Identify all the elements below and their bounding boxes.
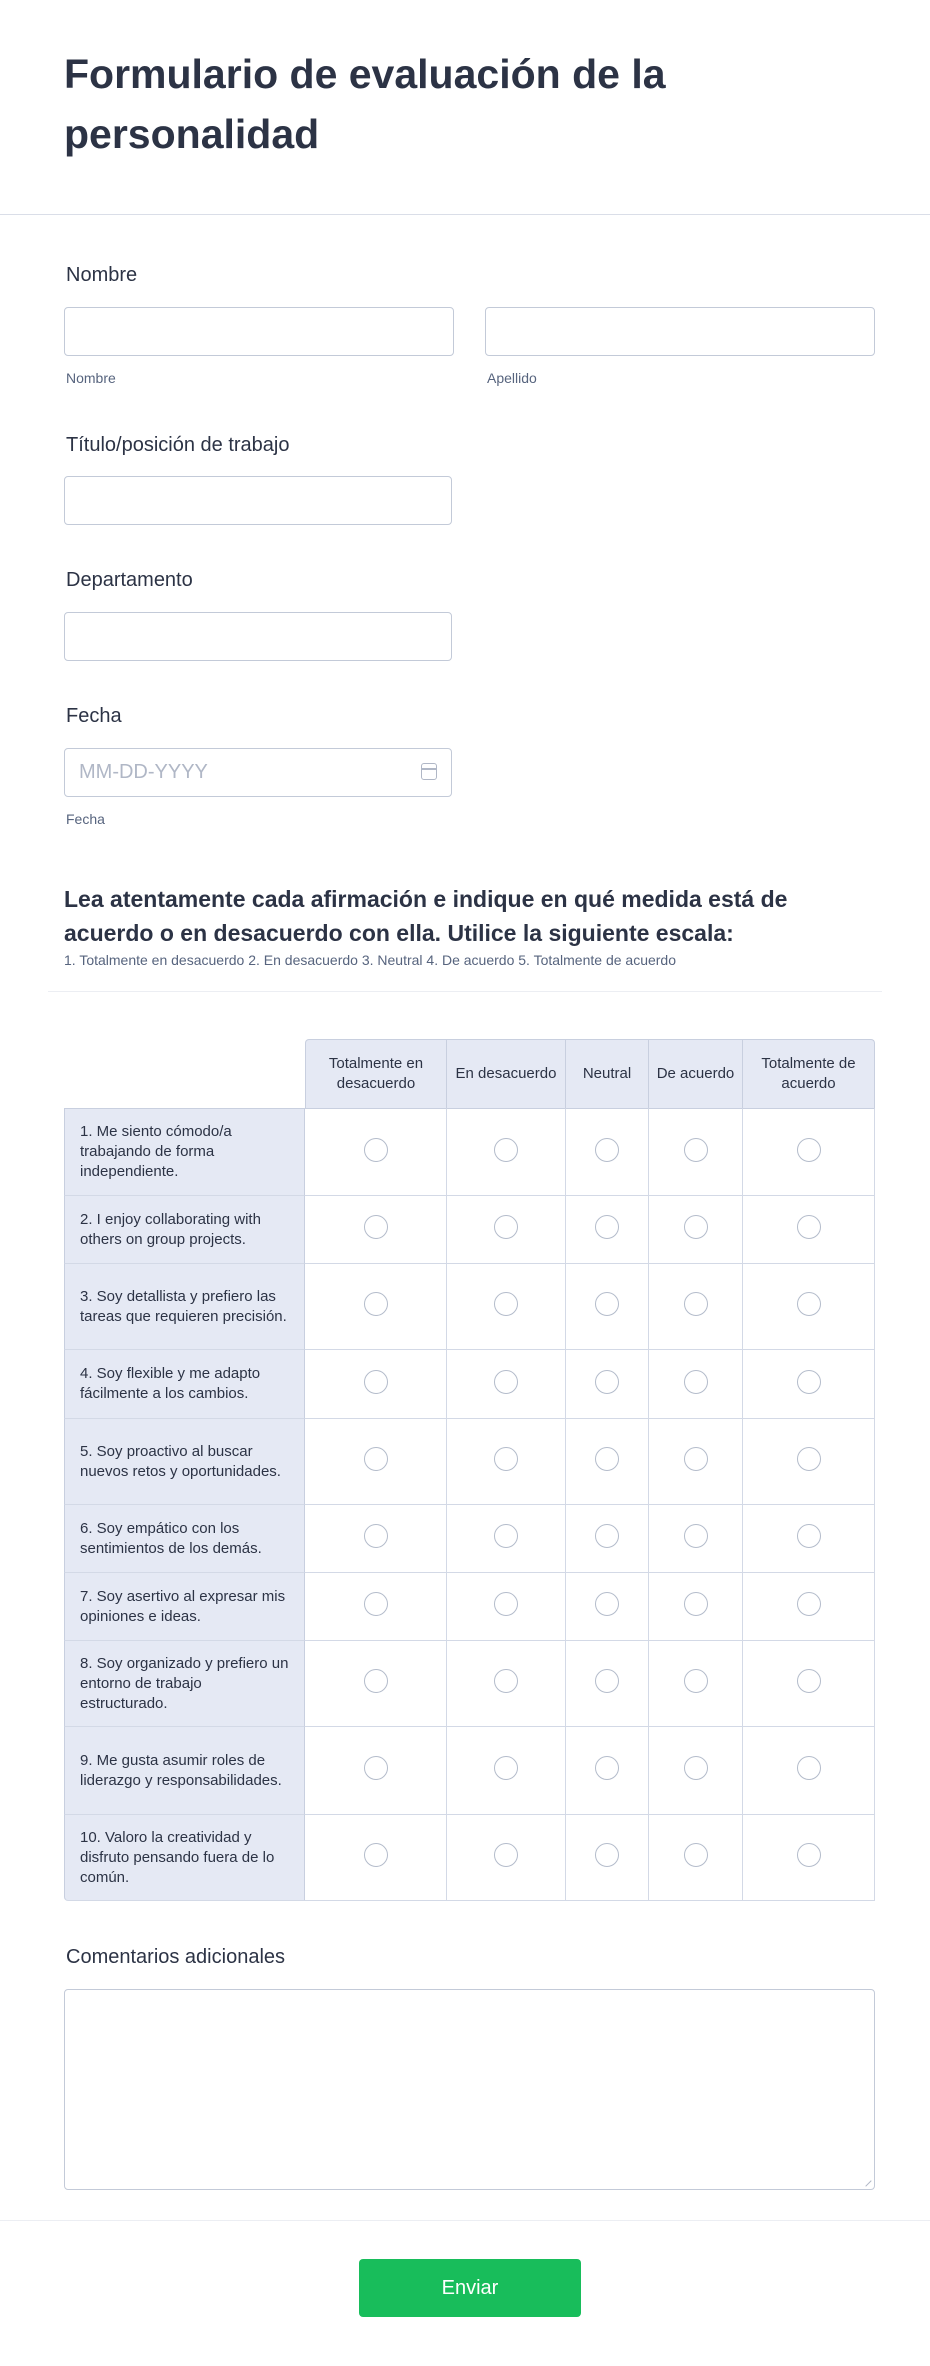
radio-button[interactable] <box>797 1592 821 1616</box>
matrix-cell <box>447 1196 566 1264</box>
radio-button[interactable] <box>797 1370 821 1394</box>
comments-label: Comentarios adicionales <box>66 1946 286 1968</box>
job-title-label: Título/posición de trabajo <box>66 434 290 456</box>
matrix-cell <box>649 1350 743 1419</box>
radio-button[interactable] <box>797 1843 821 1867</box>
radio-button[interactable] <box>364 1138 388 1162</box>
matrix-cell <box>447 1505 566 1573</box>
radio-button[interactable] <box>595 1756 619 1780</box>
radio-button[interactable] <box>595 1447 619 1471</box>
radio-button[interactable] <box>494 1592 518 1616</box>
radio-button[interactable] <box>364 1370 388 1394</box>
matrix-cell <box>305 1419 447 1505</box>
name-label: Nombre <box>66 264 138 286</box>
header-divider <box>0 214 930 215</box>
radio-button[interactable] <box>684 1592 708 1616</box>
matrix-row <box>64 1641 875 1727</box>
radio-button[interactable] <box>494 1524 518 1548</box>
statement-label: 6. Soy empático con los sentimientos de los demás. <box>64 1505 305 1573</box>
radio-button[interactable] <box>494 1447 518 1471</box>
radio-button[interactable] <box>494 1370 518 1394</box>
matrix-row <box>64 1196 875 1264</box>
page-title: Formulario de evaluación de la personalidad <box>64 51 666 157</box>
matrix-cell <box>566 1350 649 1419</box>
job-title-input[interactable] <box>64 476 452 525</box>
matrix-cell <box>649 1815 743 1901</box>
radio-button[interactable] <box>364 1292 388 1316</box>
radio-button[interactable] <box>684 1292 708 1316</box>
statement-label: 3. Soy detallista y prefiero las tareas que requieren precisión. <box>64 1264 305 1350</box>
matrix-corner <box>64 1039 305 1108</box>
matrix-row <box>64 1264 875 1350</box>
radio-button[interactable] <box>364 1756 388 1780</box>
statement-label: 7. Soy asertivo al expresar mis opiniones e ideas. <box>64 1573 305 1641</box>
matrix-row <box>64 1573 875 1641</box>
radio-button[interactable] <box>364 1669 388 1693</box>
matrix-cell <box>447 1641 566 1727</box>
column-header: De acuerdo <box>649 1039 743 1108</box>
rating-matrix <box>64 1039 875 1901</box>
matrix-row <box>64 1108 875 1196</box>
radio-button[interactable] <box>684 1447 708 1471</box>
radio-button[interactable] <box>595 1370 619 1394</box>
matrix-cell <box>649 1196 743 1264</box>
radio-button[interactable] <box>595 1669 619 1693</box>
matrix-cell <box>305 1264 447 1350</box>
matrix-cell <box>566 1196 649 1264</box>
radio-button[interactable] <box>797 1756 821 1780</box>
radio-button[interactable] <box>494 1669 518 1693</box>
matrix-cell <box>447 1264 566 1350</box>
radio-button[interactable] <box>684 1524 708 1548</box>
resize-handle-icon[interactable] <box>860 2175 871 2186</box>
radio-button[interactable] <box>494 1843 518 1867</box>
matrix-cell <box>743 1264 875 1350</box>
comments-textarea[interactable] <box>64 1989 875 2190</box>
statement-label: 5. Soy proactivo al buscar nuevos retos y oportunidades. <box>64 1419 305 1505</box>
matrix-cell <box>447 1108 566 1196</box>
radio-button[interactable] <box>364 1215 388 1239</box>
matrix-cell <box>743 1196 875 1264</box>
matrix-cell <box>649 1419 743 1505</box>
radio-button[interactable] <box>494 1215 518 1239</box>
radio-button[interactable] <box>595 1592 619 1616</box>
last-name-sublabel: Apellido <box>487 370 537 386</box>
date-input[interactable] <box>64 748 452 797</box>
matrix-cell <box>743 1727 875 1815</box>
matrix-row <box>64 1419 875 1505</box>
radio-button[interactable] <box>797 1524 821 1548</box>
radio-button[interactable] <box>494 1138 518 1162</box>
radio-button[interactable] <box>797 1447 821 1471</box>
instructions-heading: Lea atentamente cada afirmación e indique en qué medida está de acuerdo o en desacuerdo con ella. Utilice la siguiente escala: <box>64 886 788 946</box>
department-label: Departamento <box>66 569 193 591</box>
column-header: Totalmente en desacuerdo <box>305 1039 447 1108</box>
radio-button[interactable] <box>797 1215 821 1239</box>
section-divider <box>48 991 882 992</box>
matrix-cell <box>566 1641 649 1727</box>
radio-button[interactable] <box>684 1669 708 1693</box>
date-label: Fecha <box>66 705 122 727</box>
radio-button[interactable] <box>364 1843 388 1867</box>
statement-label: 10. Valoro la creatividad y disfruto pensando fuera de lo común. <box>64 1815 305 1901</box>
matrix-cell <box>566 1815 649 1901</box>
radio-button[interactable] <box>595 1292 619 1316</box>
calendar-icon[interactable] <box>421 763 437 780</box>
matrix-cell <box>305 1573 447 1641</box>
matrix-cell <box>566 1505 649 1573</box>
matrix-cell <box>566 1727 649 1815</box>
matrix-cell <box>649 1727 743 1815</box>
date-placeholder: MM-DD-YYYY <box>79 761 208 783</box>
matrix-cell <box>447 1573 566 1641</box>
first-name-input[interactable] <box>64 307 454 356</box>
matrix-cell <box>305 1196 447 1264</box>
radio-button[interactable] <box>364 1592 388 1616</box>
first-name-sublabel: Nombre <box>66 370 116 386</box>
radio-button[interactable] <box>595 1843 619 1867</box>
radio-button[interactable] <box>797 1669 821 1693</box>
matrix-cell <box>305 1641 447 1727</box>
column-header: Totalmente de acuerdo <box>743 1039 875 1108</box>
radio-button[interactable] <box>364 1447 388 1471</box>
radio-button[interactable] <box>684 1138 708 1162</box>
matrix-cell <box>566 1264 649 1350</box>
statement-label: 4. Soy flexible y me adapto fácilmente a los cambios. <box>64 1350 305 1419</box>
matrix-cell <box>649 1505 743 1573</box>
radio-button[interactable] <box>797 1292 821 1316</box>
matrix-cell <box>447 1350 566 1419</box>
radio-button[interactable] <box>595 1215 619 1239</box>
column-header: En desacuerdo <box>447 1039 566 1108</box>
matrix-cell <box>743 1350 875 1419</box>
scale-description: 1. Totalmente en desacuerdo 2. En desacuerdo 3. Neutral 4. De acuerdo 5. Totalmente de acuerdo <box>64 952 676 968</box>
matrix-cell <box>743 1108 875 1196</box>
statement-label: 2. I enjoy collaborating with others on group projects. <box>64 1196 305 1264</box>
matrix-row <box>64 1350 875 1419</box>
footer-divider <box>0 2220 930 2221</box>
radio-button[interactable] <box>364 1524 388 1548</box>
matrix-cell <box>743 1641 875 1727</box>
statement-label: 8. Soy organizado y prefiero un entorno de trabajo estructurado. <box>64 1641 305 1727</box>
matrix-cell <box>566 1108 649 1196</box>
last-name-input[interactable] <box>485 307 875 356</box>
matrix-cell <box>743 1815 875 1901</box>
date-sublabel: Fecha <box>66 811 105 827</box>
matrix-cell <box>743 1573 875 1641</box>
matrix-cell <box>305 1815 447 1901</box>
matrix-cell <box>305 1727 447 1815</box>
matrix-cell <box>305 1108 447 1196</box>
matrix-row <box>64 1727 875 1815</box>
radio-button[interactable] <box>684 1843 708 1867</box>
matrix-cell <box>305 1505 447 1573</box>
matrix-cell <box>305 1350 447 1419</box>
column-header: Neutral <box>566 1039 649 1108</box>
radio-button[interactable] <box>684 1370 708 1394</box>
matrix-cell <box>447 1727 566 1815</box>
matrix-cell <box>447 1815 566 1901</box>
matrix-cell <box>743 1505 875 1573</box>
radio-button[interactable] <box>494 1756 518 1780</box>
radio-button[interactable] <box>494 1292 518 1316</box>
radio-button[interactable] <box>595 1524 619 1548</box>
matrix-cell <box>649 1264 743 1350</box>
radio-button[interactable] <box>595 1138 619 1162</box>
radio-button[interactable] <box>684 1756 708 1780</box>
radio-button[interactable] <box>797 1138 821 1162</box>
matrix-cell <box>447 1419 566 1505</box>
matrix-cell <box>649 1108 743 1196</box>
matrix-cell <box>566 1419 649 1505</box>
matrix-cell <box>649 1641 743 1727</box>
submit-button[interactable]: Enviar <box>359 2259 581 2317</box>
matrix-row <box>64 1505 875 1573</box>
matrix-cell <box>743 1419 875 1505</box>
radio-button[interactable] <box>684 1215 708 1239</box>
statement-label: 1. Me siento cómodo/a trabajando de forma independiente. <box>64 1108 305 1196</box>
department-input[interactable] <box>64 612 452 661</box>
statement-label: 9. Me gusta asumir roles de liderazgo y responsabilidades. <box>64 1727 305 1815</box>
matrix-cell <box>566 1573 649 1641</box>
matrix-cell <box>649 1573 743 1641</box>
matrix-row <box>64 1815 875 1901</box>
